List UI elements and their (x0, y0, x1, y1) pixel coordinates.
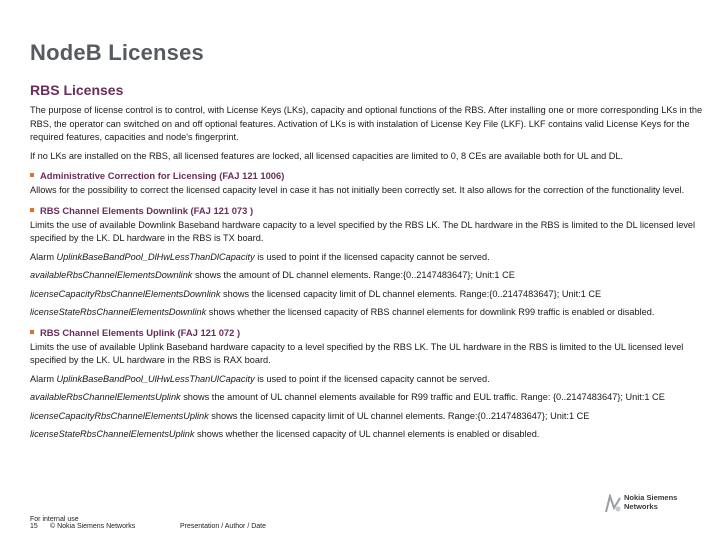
bullet-square-icon (30, 208, 34, 212)
section-text: Allows for the possibility to correct the licensed capacity level in case it has not initially been correctly set. It also allows for the correction of the functionality level. (30, 185, 685, 195)
bullet-square-icon (30, 173, 34, 177)
parameter-line: licenseCapacityRbsChannelElementsUplink shows the licensed capacity limit of UL channel elements. Range:{0..2147483647}; Unit:1 CE (30, 410, 590, 421)
parameter-line: licenseStateRbsChannelElementsUplink shows whether the licensed capacity of UL channel elements is enabled or disabled. (30, 429, 540, 439)
page-title: NodeB Licenses (30, 40, 204, 65)
logo-mark-icon (604, 494, 622, 514)
classification-label: For internal use (30, 516, 79, 523)
bullet-square-icon (30, 330, 34, 334)
slide-content (30, 82, 706, 447)
parameter-line: availableRbsChannelElementsUplink shows the amount of UL channel elements available for R99 traffic and EUL traffic. Range: {0..2147483647}; Unit:1 CE (30, 392, 665, 402)
page-number: 15 (30, 523, 38, 530)
company-logo (604, 494, 690, 516)
copyright: © Nokia Siemens Networks (50, 523, 136, 530)
section-subtitle: RBS Licenses (30, 82, 124, 98)
parameter-line: availableRbsChannelElementsDownlink shows the amount of DL channel elements. Range:{0..2147483647}; Unit:1 CE (30, 270, 515, 280)
section-text: Limits the use of available Downlink Baseband hardware capacity to a level specified by the RBS LK. The DL hardware in the RBS is limited to the DL licensed level specified by the LK. DL hardware in the RBS is TX board. (30, 219, 696, 243)
logo-text: Nokia Siemens Networks (624, 493, 678, 511)
parameter-line: licenseStateRbsChannelElementsDownlink shows whether the licensed capacity of RBS channel elements for downlink R99 traffic is enabled or disabled. (30, 307, 655, 317)
intro-paragraph: The purpose of license control is to control, with License Keys (LKs), capacity and optional functions of the RBS. After installing one or more corresponding LKs in the RBS, the operator can switched on and off optional features. Activation of LKs is with instalation of License Key File (LKF). LKF contains valid License Keys for the required features, capacities and node's fingerprint. (30, 105, 703, 142)
bullet-heading: RBS Channel Elements Downlink (FAJ 121 073 ) (30, 205, 706, 216)
footer (30, 516, 266, 530)
alarm-line: Alarm UplinkBaseBandPool_UlHwLessThanUlCapacity is used to point if the licensed capacity cannot be served. (30, 373, 490, 384)
parameter-line: licenseCapacityRbsChannelElementsDownlink shows the licensed capacity limit of DL channel elements. Range:{0..2147483647}; Unit:1 CE (30, 288, 602, 299)
bullet-heading: Administrative Correction for Licensing (FAJ 121 1006) (30, 170, 706, 181)
bullet-heading: RBS Channel Elements Uplink (FAJ 121 072 ) (30, 327, 706, 338)
intro-paragraph-2: If no LKs are installed on the RBS, all licensed features are locked, all licensed capacities are limited to 0, 8 CEs are available both for UL and DL. (30, 150, 624, 161)
footer-meta: Presentation / Author / Date (180, 523, 266, 530)
section-text: Limits the use of available Uplink Baseband hardware capacity to a level specified by the RBS LK. The UL hardware in the RBS is limited to the UL licensed level specified by the LK. UL hardware in the RBS is RAX board. (30, 341, 684, 365)
alarm-line: Alarm UplinkBaseBandPool_DlHwLessThanDlCapacity is used to point if the licensed capacity cannot be served. (30, 251, 490, 262)
